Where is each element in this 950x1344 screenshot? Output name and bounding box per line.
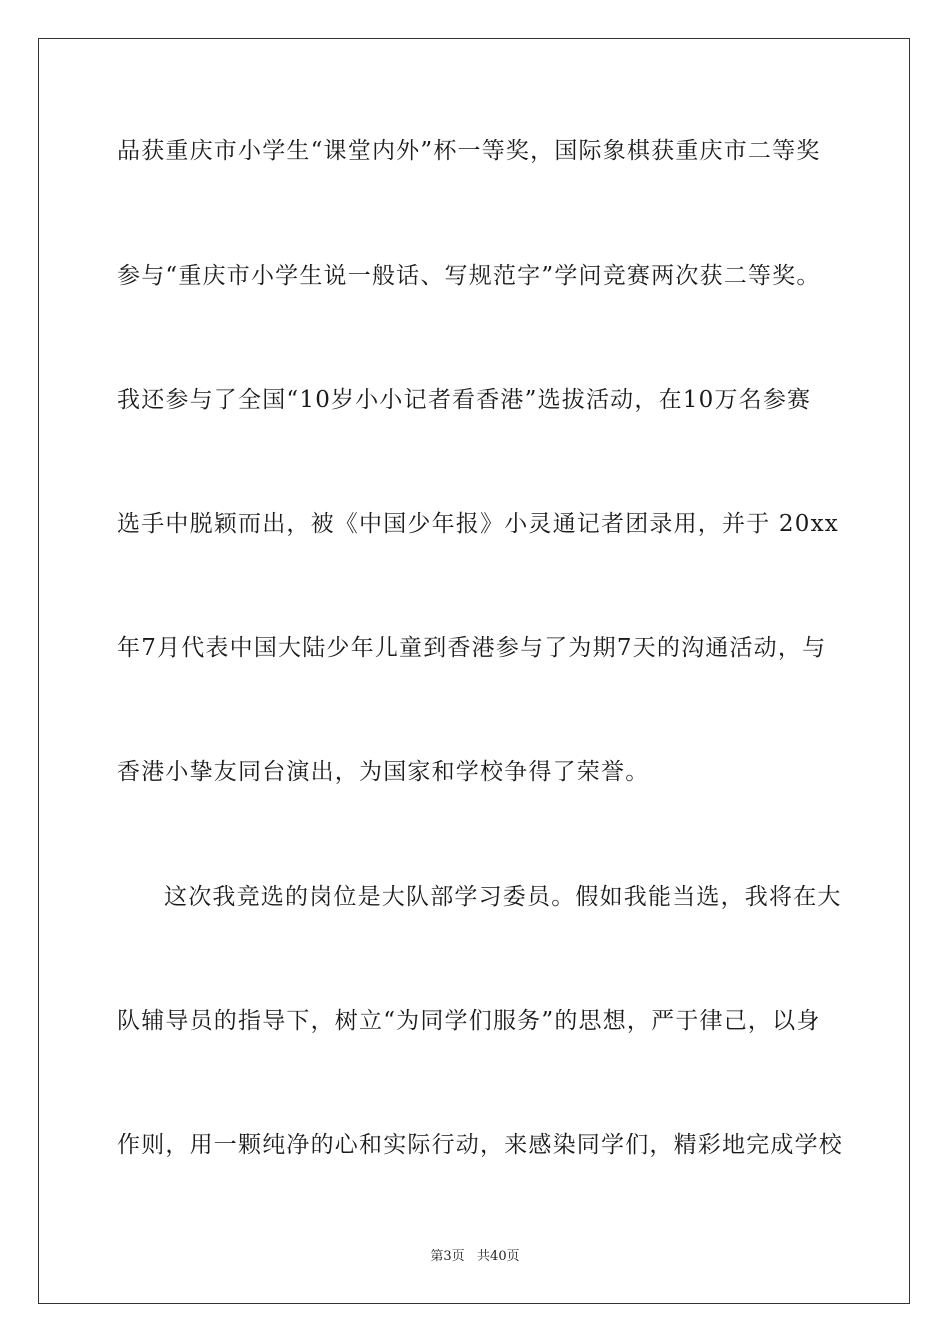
text-line: 参与“重庆市小学生说一般话、写规范字”学问竞赛两次获二等奖。 — [117, 263, 821, 289]
page-number-footer: 第3页 共40页 — [430, 1249, 520, 1264]
text-line: 选手中脱颖而出，被《中国少年报》小灵通记者团录用，并于 20xx — [117, 511, 839, 537]
page-border — [38, 38, 910, 1304]
text-line: 年7月代表中国大陆少年儿童到香港参与了为期7天的沟通活动，与 — [117, 635, 827, 661]
paragraph-start-line: 这次我竞选的岗位是大队部学习委员。假如我能当选，我将在大 — [164, 884, 842, 910]
text-line: 作则，用一颗纯净的心和实际行动，来感染同学们，精彩地完成学校 — [117, 1132, 843, 1158]
text-line: 香港小挚友同台演出，为国家和学校争得了荣誉。 — [117, 759, 650, 785]
text-line: 品获重庆市小学生“课堂内外”杯一等奖，国际象棋获重庆市二等奖 — [117, 138, 821, 164]
text-line: 我还参与了全国“10岁小小记者看香港”选拔活动，在10万名参赛 — [117, 387, 812, 413]
text-line: 队辅导员的指导下，树立“为同学们服务”的思想，严于律己，以身 — [117, 1008, 821, 1034]
